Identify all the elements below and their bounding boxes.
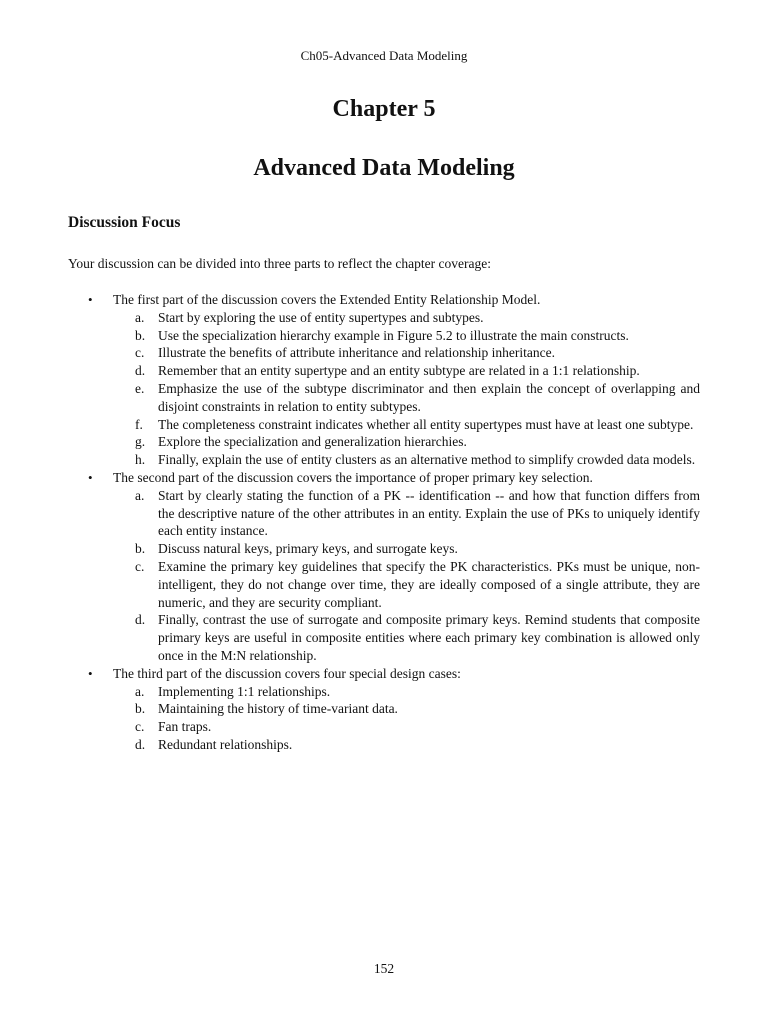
list-item-label: d. [135,736,146,752]
bullet-marker: • [88,292,93,307]
list-item [113,362,700,380]
list-item [113,433,700,451]
list-item [113,380,700,416]
list-item-text: Examine the primary key guidelines that specify the PK characteristics. PKs must be unique, non-intelligent, they do not change over time, they are ideally composed of a single attribute, they are numeric, and they are security compliant. [158,558,700,610]
list-item-text: The completeness constraint indicates whether all entity supertypes must have at least one subtype. [158,416,694,432]
outline-sublist [113,683,700,754]
list-item-text: Implementing 1:1 relationships. [158,683,331,699]
list-item [113,451,700,469]
list-item-label: c. [135,719,145,735]
outline-part-text: The first part of the discussion covers the Extended Entity Relationship Model. [113,292,541,307]
outline-part-text: The second part of the discussion covers the importance of proper primary key selection. [113,469,593,485]
list-item [113,683,700,701]
list-item-text: Use the specialization hierarchy example in Figure 5.2 to illustrate the main constructs. [158,327,629,343]
outline-sublist [113,487,700,665]
list-item-text: Start by exploring the use of entity supertypes and subtypes. [158,309,484,325]
bullet-marker: • [88,665,93,681]
list-item-text: Start by clearly stating the function of a PK -- identification -- and how that function differs from the descriptive nature of the other attributes in an entity. Explain the use of PKs to uniquely identify each entity instance. [158,487,700,539]
list-item [113,327,700,345]
list-item [113,540,700,558]
list-item [113,611,700,664]
running-header: Ch05-Advanced Data Modeling [300,48,468,63]
list-item-text: Emphasize the use of the subtype discriminator and then explain the concept of overlapping and disjoint constraints in relation to entity subtypes. [158,380,700,414]
list-item [113,558,700,611]
list-item-label: g. [135,434,146,450]
list-item-label: a. [135,683,145,699]
outline-part [68,665,700,754]
list-item-text: Finally, contrast the use of surrogate and composite primary keys. Remind students that composite primary keys are useful in composite entities where each primary key combination is allowed only once in the M:N relationship. [158,612,700,663]
outline-part-text: The third part of the discussion covers four special design cases: [113,665,461,681]
list-item [113,309,700,327]
bullet-marker: • [88,469,93,485]
page-number: 152 [373,961,395,976]
list-item [113,736,700,754]
chapter-title: Advanced Data Modeling [253,155,515,181]
list-item [113,700,700,718]
list-item-label: e. [135,380,145,396]
list-item-text: Illustrate the benefits of attribute inheritance and relationship inheritance. [158,345,555,361]
outline-sublist [113,309,700,469]
list-item-text: Remember that an entity supertype and an entity subtype are related in a 1:1 relationship. [158,363,640,379]
list-item-label: b. [135,701,146,717]
list-item-label: b. [135,541,146,557]
list-item-label: a. [135,487,145,503]
list-item-label: h. [135,452,146,468]
list-item-label: b. [135,327,146,343]
list-item-label: d. [135,612,146,628]
list-item-text: Maintaining the history of time-variant data. [158,701,398,717]
discussion-outline [68,291,700,754]
list-item-text: Finally, explain the use of entity clusters as an alternative method to simplify crowded data models. [158,452,696,468]
list-item [113,344,700,362]
list-item-text: Redundant relationships. [158,736,293,752]
outline-part [68,469,700,665]
intro-paragraph: Your discussion can be divided into three parts to reflect the chapter coverage: [68,256,491,271]
list-item [113,416,700,434]
list-item [113,718,700,736]
list-item-label: f. [135,416,143,432]
list-item-label: c. [135,345,145,361]
list-item-text: Fan traps. [158,719,212,735]
list-item-text: Explore the specialization and generalization hierarchies. [158,434,467,450]
chapter-number: Chapter 5 [332,96,436,122]
section-heading: Discussion Focus [68,214,181,231]
list-item [113,487,700,540]
list-item-text: Discuss natural keys, primary keys, and surrogate keys. [158,541,458,557]
outline-part [68,291,700,469]
list-item-label: c. [135,558,145,574]
list-item-label: d. [135,363,146,379]
list-item-label: a. [135,309,145,325]
